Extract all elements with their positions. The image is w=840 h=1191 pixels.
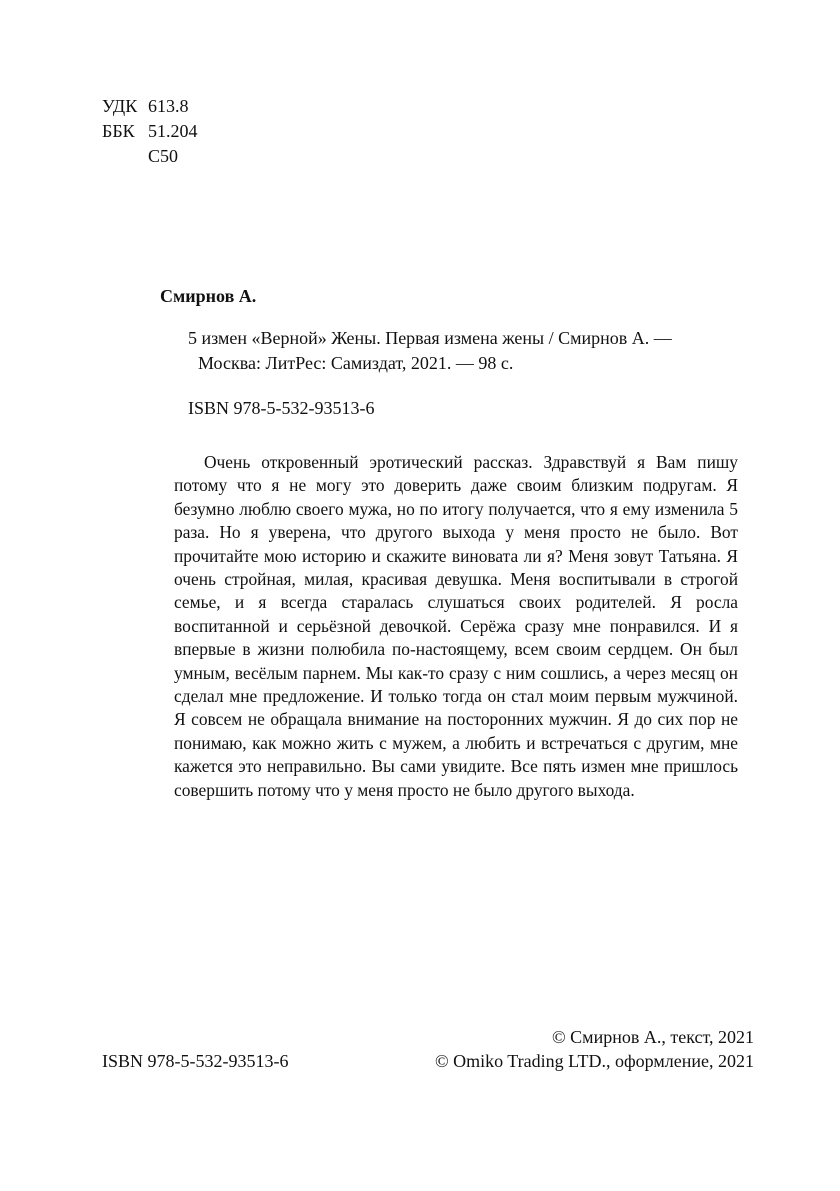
author-mark-row — [102, 144, 198, 169]
udk-label: УДК — [102, 96, 138, 116]
copyright-design-line: © Omiko Trading LTD., оформление, 2021 — [434, 1051, 754, 1071]
annotation-text: Очень откровенный эротический рассказ. Здравствуй я Вам пишу потому что я не могу это доверить даже своим близким подругам. Я безумно люблю своего мужа, но по итогу получается, что я ему изменила 5 раза. Но я уверена, что другого выхода у меня просто не было. Вот прочитайте мою историю и скажите виновата ли я? Меня зовут Татьяна. Я очень стройная, милая, красивая девушка. Меня воспитывали в строгой семье, и я всегда старалась слушаться своих родителей. Я росла воспитанной и серьёзной девочкой. Серёжа сразу мне понравился. И я впервые в жизни полюбила по-настоящему, всем своим сердцем. Он был умным, весёлым парнем. Мы как-то сразу с ним сошлись, а через месяц он сделал мне предложение. И только тогда он стал моим первым мужчиной. Я совсем не обращала внимание на посторонних мужчин. Я до сих пор не понимаю, как можно жить с мужем, а любить и встречаться с другим, мне кажется это неправильно. Вы сами увидите. Все пять измен мне пришлось совершить потому что у меня просто не было другого выхода. — [174, 452, 738, 800]
isbn-bottom: ISBN 978-5-532-93513-6 — [102, 1051, 289, 1071]
biblio-imprint-line: Москва: ЛитРес: Самиздат, 2021. — 98 с. — [198, 353, 514, 373]
biblio-title-line: 5 измен «Верной» Жены. Первая измена жены / Смирнов А. — — [188, 328, 672, 348]
bbk-value: 51.204 — [148, 121, 198, 141]
bbk-row — [102, 119, 198, 144]
bbk-label: ББК — [102, 121, 135, 141]
author-mark: С50 — [148, 146, 179, 166]
copyright-block — [435, 1025, 754, 1073]
copyright-text-line: © Смирнов А., текст, 2021 — [552, 1027, 754, 1047]
isbn-top: ISBN 978-5-532-93513-6 — [188, 398, 375, 418]
author-name: Смирнов А. — [160, 286, 257, 306]
udk-row — [102, 94, 198, 119]
classification-block — [102, 94, 198, 169]
udk-value: 613.8 — [148, 96, 189, 116]
bibliographic-description — [188, 326, 672, 376]
